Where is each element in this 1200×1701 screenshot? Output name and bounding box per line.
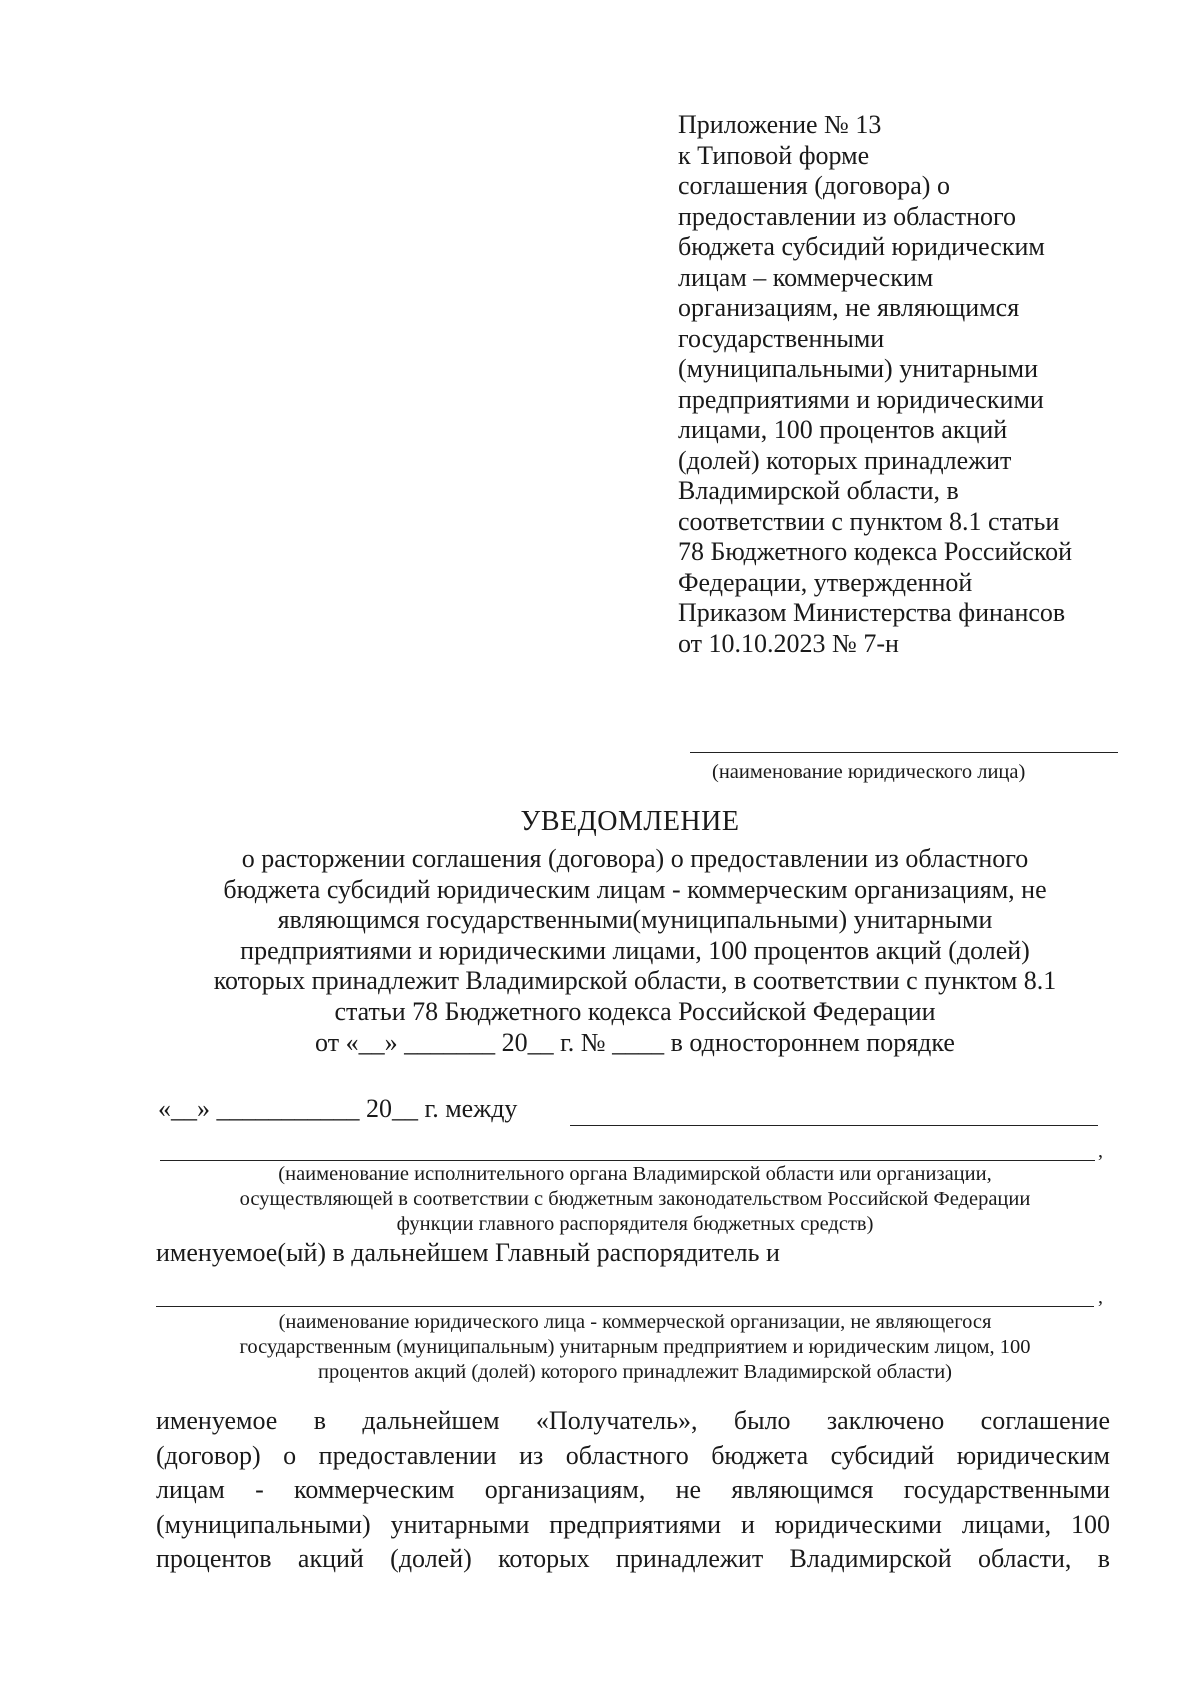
appendix-line: Федерации, утвержденной bbox=[678, 567, 973, 597]
appendix-line: предприятиями и юридическими bbox=[678, 384, 1044, 414]
legal-entity-caption: (наименование юридического лица) bbox=[712, 761, 1026, 783]
body-line: именуемое в дальнейшем «Получатель», было заключено соглашение bbox=[156, 1406, 1110, 1435]
authority-blank-line-1 bbox=[570, 1125, 1098, 1126]
notice-line: предприятиями и юридическими лицами, 100 процентов акций (долей) bbox=[240, 935, 1030, 965]
notice-line: бюджета субсидий юридическим лицам - коммерческим организациям, не bbox=[223, 874, 1047, 904]
appendix-line: Владимирской области, в bbox=[678, 476, 959, 505]
comma: , bbox=[1098, 1140, 1103, 1162]
document-title: УВЕДОМЛЕНИЕ bbox=[520, 806, 740, 837]
appendix-line: лицами, 100 процентов акций bbox=[678, 415, 1008, 444]
body-line: (договор) о предоставлении из областного бюджета субсидий юридическим bbox=[156, 1440, 1110, 1470]
appendix-line: (муниципальными) унитарными bbox=[678, 354, 1038, 383]
appendix-line: Приказом Министерства финансов bbox=[678, 598, 1066, 627]
appendix-line: Приложение № 13 bbox=[678, 110, 882, 139]
appendix-line: соглашения (договора) о bbox=[678, 171, 950, 200]
appendix-line: (долей) которых принадлежит bbox=[678, 445, 1012, 475]
notice-line: которых принадлежит Владимирской области, в соответствии с пунктом 8.1 bbox=[213, 966, 1057, 996]
comma: , bbox=[1098, 1286, 1103, 1308]
appendix-line: предоставлении из областного bbox=[678, 201, 1017, 231]
notice-subject bbox=[150, 844, 1120, 1058]
legal-entity-line bbox=[690, 752, 1118, 753]
authority-caption bbox=[150, 1162, 1120, 1237]
authority-blank-line-2 bbox=[160, 1160, 1095, 1161]
appendix-line: организациям, не являющимся bbox=[678, 293, 1020, 322]
appendix-line: от 10.10.2023 № 7-н bbox=[678, 628, 899, 658]
body-paragraph bbox=[156, 1404, 1110, 1577]
caption-line: государственным (муниципальным) унитарным предприятием и юридическим лицом, 100 bbox=[239, 1336, 1031, 1358]
recipient-caption bbox=[150, 1310, 1120, 1385]
caption-line: осуществляющей в соответствии с бюджетным законодательством Российской Федерации bbox=[239, 1188, 1031, 1210]
appendix-line: к Типовой форме bbox=[678, 140, 870, 170]
appendix-line: бюджета субсидий юридическим bbox=[678, 232, 1045, 261]
caption-line: (наименование исполнительного органа Владимирской области или организации, bbox=[278, 1163, 992, 1185]
appendix-line: лицам – коммерческим bbox=[678, 262, 934, 292]
notice-line: статьи 78 Бюджетного кодекса Российской Федерации bbox=[334, 996, 936, 1026]
caption-line: (наименование юридического лица - коммерческой организации, не являющегося bbox=[278, 1311, 992, 1333]
appendix-line: государственными bbox=[678, 323, 885, 353]
notice-line: о расторжении соглашения (договора) о предоставлении из областного bbox=[241, 844, 1029, 873]
referred-as-line: именуемое(ый) в дальнейшем Главный распорядитель и bbox=[156, 1238, 780, 1267]
notice-line: являющимся государственными(муниципальными) унитарными bbox=[277, 905, 993, 935]
body-line: процентов акций (долей) которых принадлежит Владимирской области, в bbox=[156, 1544, 1110, 1573]
body-line: лицам - коммерческим организациям, не являющимся государственными bbox=[156, 1475, 1110, 1504]
caption-line: функции главного распорядителя бюджетных средств) bbox=[396, 1213, 874, 1235]
recipient-blank-line bbox=[156, 1306, 1094, 1307]
appendix-header bbox=[678, 110, 1148, 659]
appendix-line: 78 Бюджетного кодекса Российской bbox=[678, 537, 1073, 566]
caption-line: процентов акций (долей) которого принадлежит Владимирской области) bbox=[318, 1361, 952, 1383]
body-line: (муниципальными) унитарными предприятиями и юридическими лицами, 100 bbox=[156, 1509, 1110, 1539]
appendix-line: соответствии с пунктом 8.1 статьи bbox=[678, 506, 1060, 536]
agreement-date-line: «__» ___________ 20__ г. между bbox=[158, 1094, 518, 1123]
notice-date-line: от «__» _______ 20__ г. № ____ в одностороннем порядке bbox=[315, 1027, 955, 1057]
